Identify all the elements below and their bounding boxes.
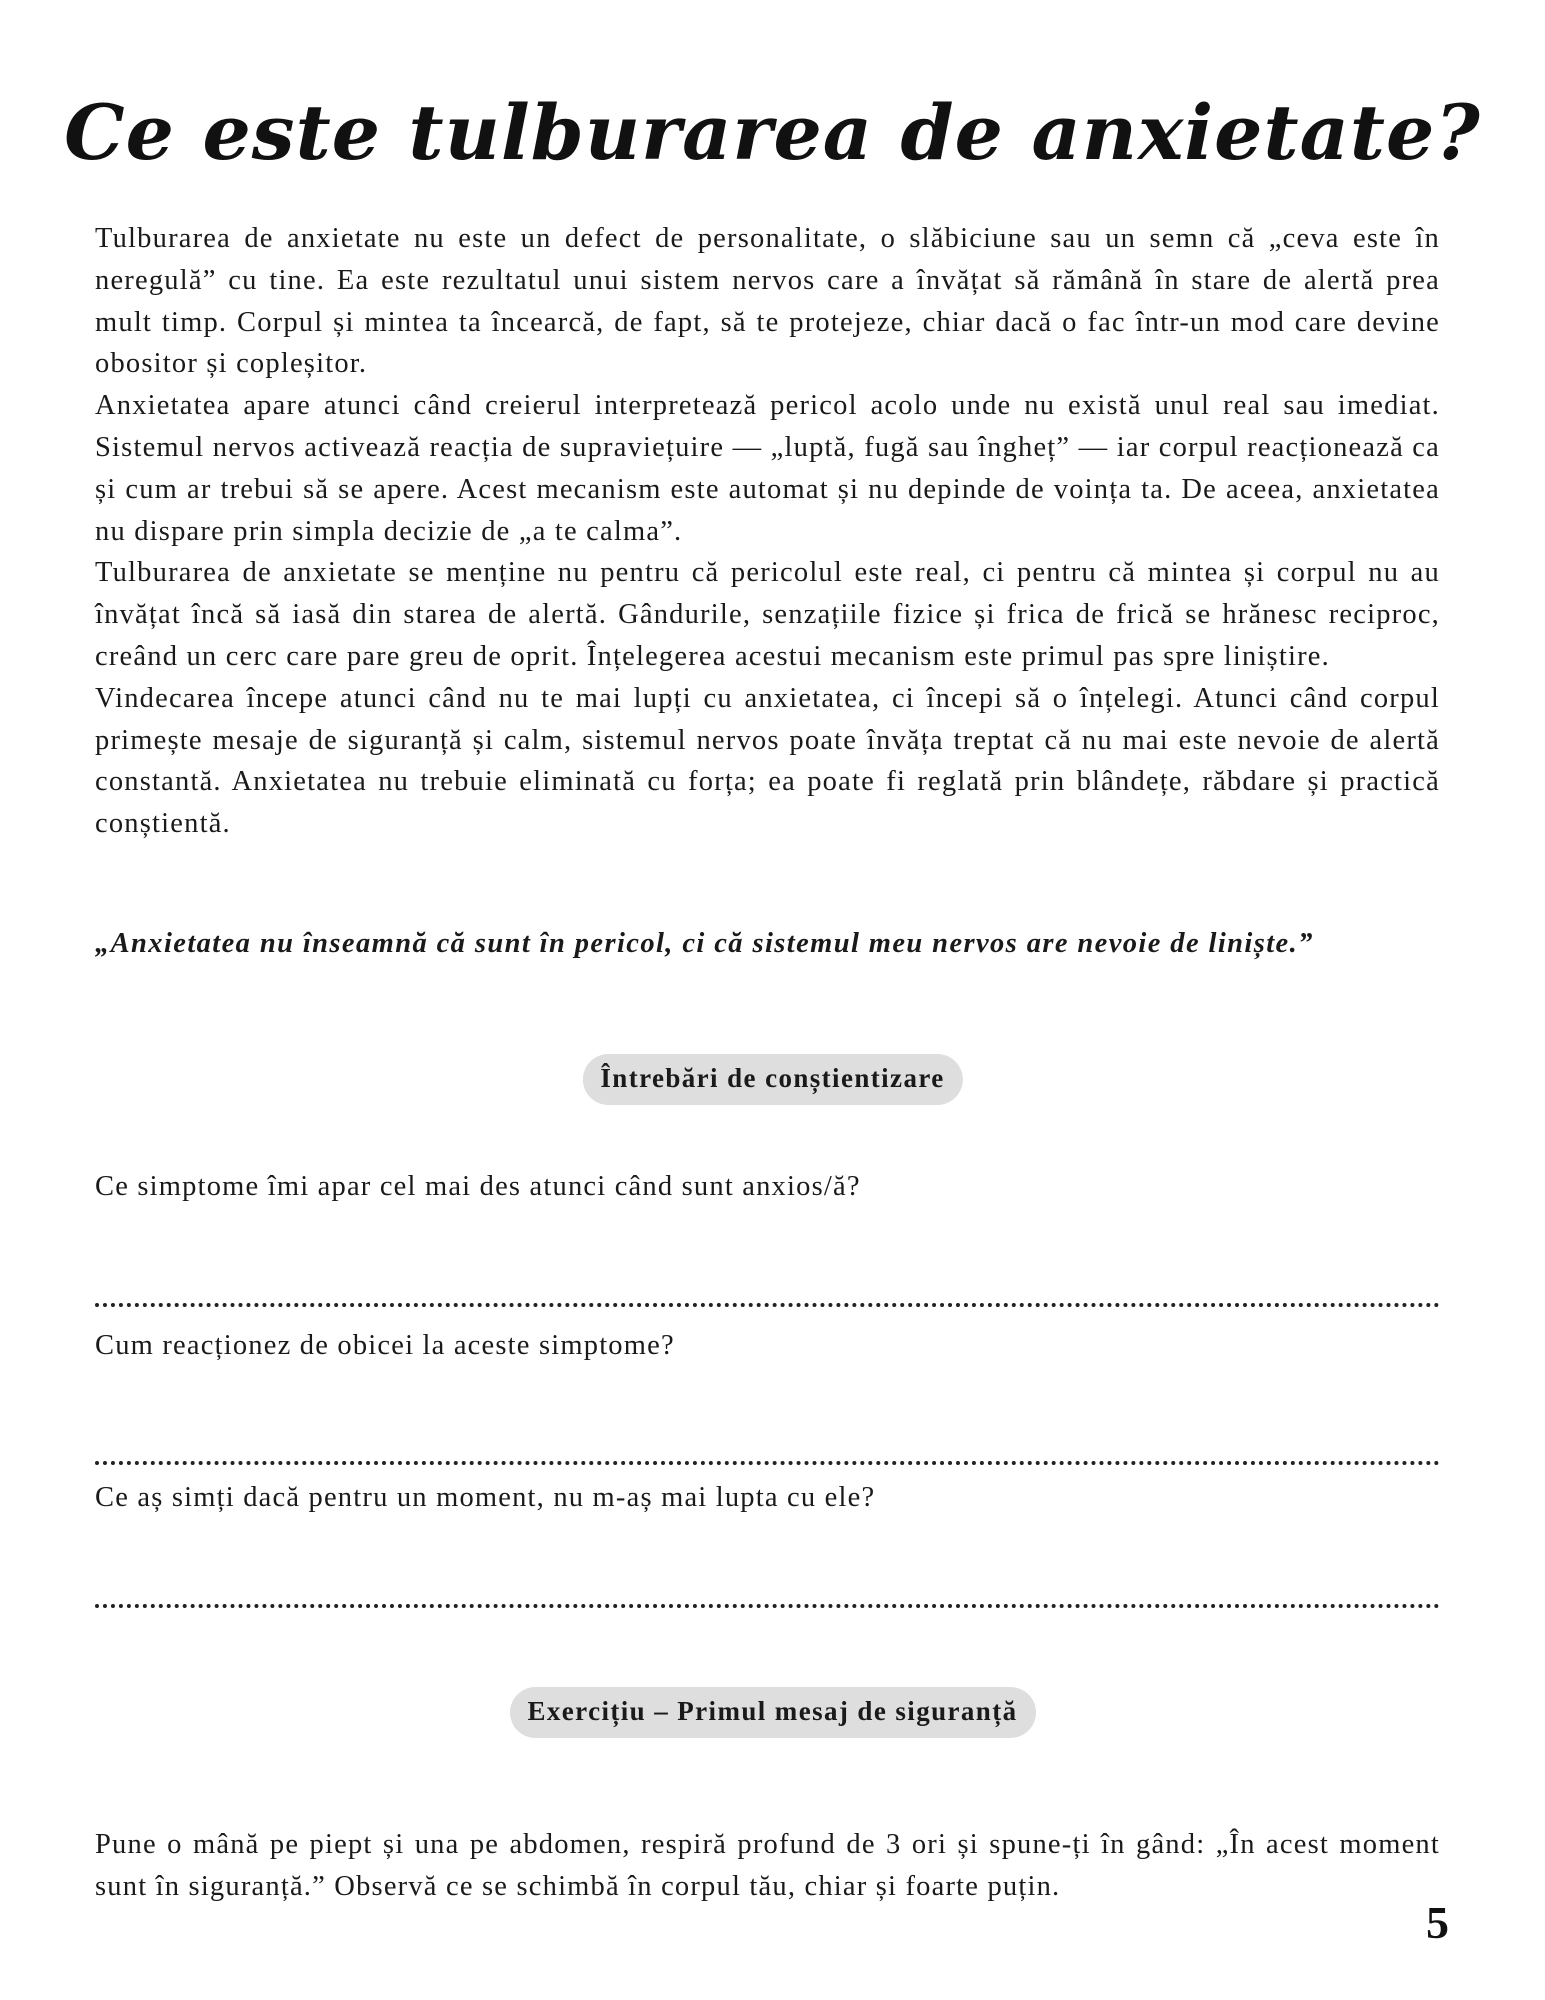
question-1: Ce simptome îmi apar cel mai des atunci când sunt anxios/ă?: [95, 1171, 861, 1202]
answer-line-1[interactable]: [95, 1303, 1440, 1307]
question-2: Cum reacționez de obicei la aceste simptome?: [95, 1330, 675, 1361]
answer-line-2[interactable]: [95, 1461, 1440, 1465]
page-title: Ce este tulburarea de anxietate?: [64, 88, 1481, 177]
exercise-text: Pune o mână pe piept și una pe abdomen, respiră profund de 3 ori și spune-ți în gând: „În acest moment sunt în siguranță.” Observă ce se schimbă în corpul tău, chiar și foarte puțin.: [95, 1829, 1440, 1902]
question-3: Ce aș simți dacă pentru un moment, nu m-aș mai lupta cu ele?: [95, 1482, 876, 1513]
paragraph: Anxietatea apare atunci când creierul interpretează pericol acolo unde nu există unul real sau imediat. Sistemul nervos activează reacția de supraviețuire — „luptă, fugă sau îngheț” — iar corpul reacționează ca și cum ar trebui să se apere. Acest mecanism este automat și nu depinde de voința ta. De aceea, anxietatea nu dispare prin simpla decizie de „a te calma”.: [95, 390, 1440, 547]
intro-text: [95, 218, 1440, 845]
paragraph: Tulburarea de anxietate nu este un defect de personalitate, o slăbiciune sau un semn că „ceva este în neregulă” cu tine. Ea este rezultatul unui sistem nervos care a învățat să rămână în stare de alertă prea mult timp. Corpul și mintea ta încearcă, de fapt, să te protejeze, chiar dacă o fac într-un mod care devine obositor și copleșitor.: [95, 223, 1440, 380]
paragraph: Vindecarea începe atunci când nu te mai lupți cu anxietatea, ci începi să o înțelegi. Atunci când corpul primește mesaje de siguranță și calm, sistemul nervos poate învăța treptat că nu mai este nevoie de alertă constantă. Anxietatea nu trebuie eliminată cu forța; ea poate fi reglată prin blândețe, răbdare și practică conștientă.: [95, 682, 1440, 840]
exercise-heading: Exercițiu – Primul mesaj de siguranță: [509, 1687, 1035, 1738]
awareness-questions-heading: Întrebări de conștientizare: [582, 1054, 962, 1105]
paragraph: Tulburarea de anxietate se menține nu pentru că pericolul este real, ci pentru că mintea și corpul nu au învățat încă să iasă din starea de alertă. Gândurile, senzațiile fizice și frica de frică se hrănesc reciproc, creând un cerc care pare greu de oprit. Înțelegerea acestui mecanism este primul pas spre liniștire.: [95, 557, 1440, 672]
answer-line-3[interactable]: [95, 1604, 1440, 1608]
page-number: 5: [1426, 1897, 1449, 1948]
affirmation-quote: „Anxietatea nu înseamnă că sunt în pericol, ci că sistemul meu nervos are nevoie de liniște.”: [95, 928, 1314, 959]
